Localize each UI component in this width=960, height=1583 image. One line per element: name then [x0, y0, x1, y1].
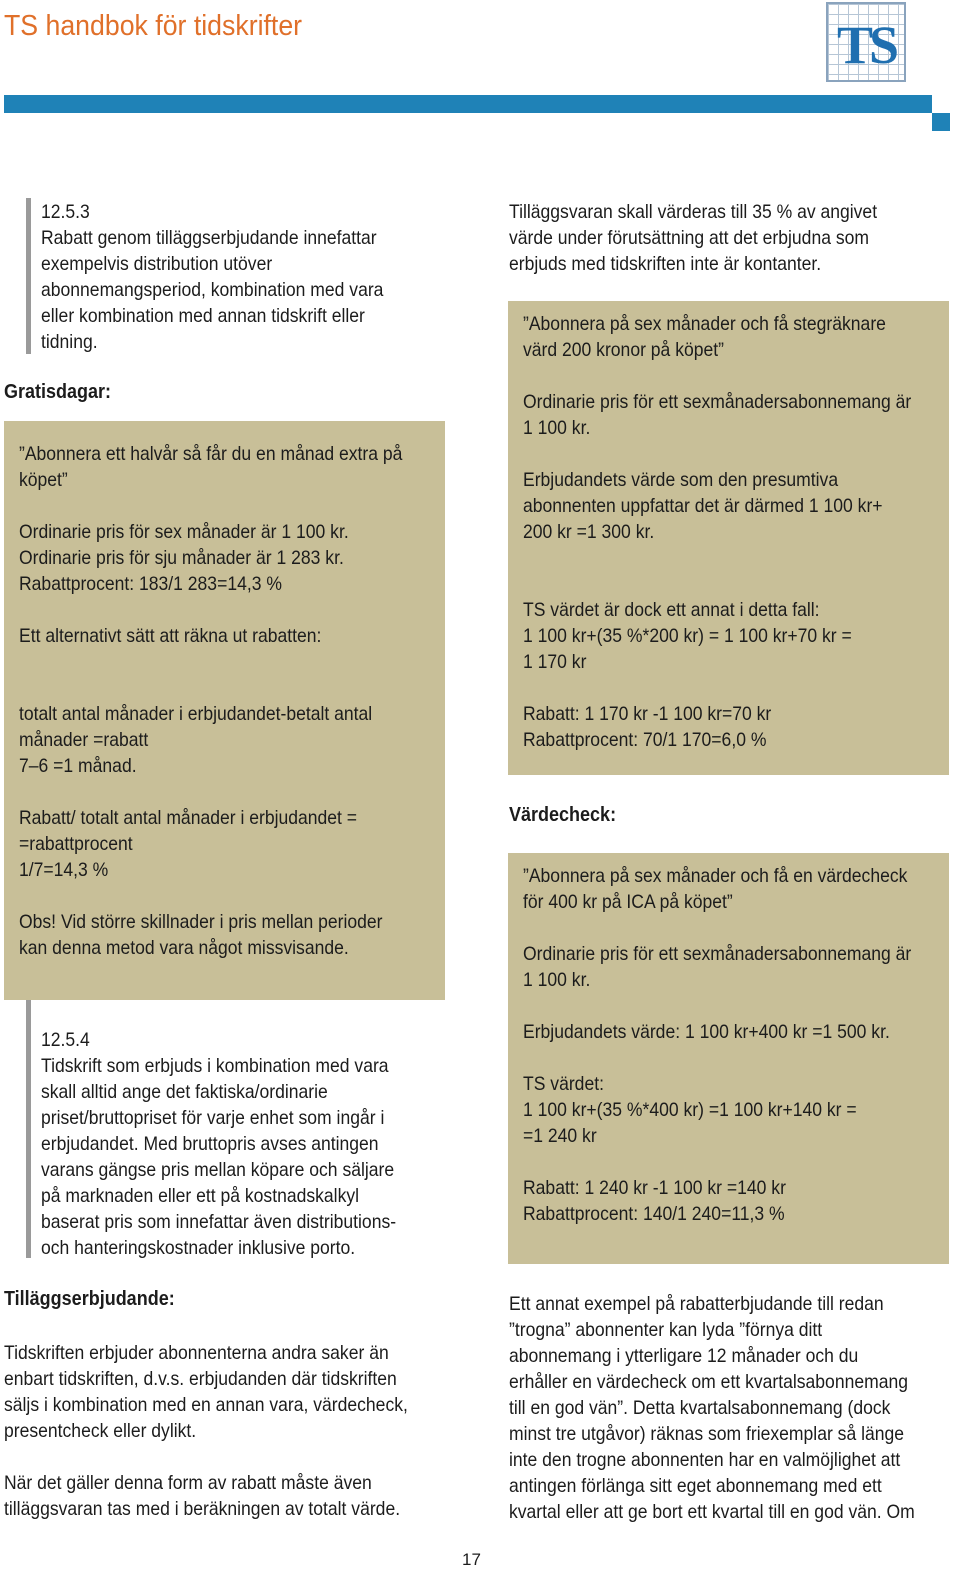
text-line: säljs i kombination med en annan vara, värdecheck, [4, 1394, 408, 1416]
text-line: värde under förutsättning att det erbjudna som [509, 227, 869, 249]
text-line: exempelvis distribution utöver [41, 253, 273, 275]
text-line: totalt antal månader i erbjudandet-betalt antal [19, 703, 373, 725]
vardecheck-example-text [523, 863, 911, 1227]
text-line: Rabatt/ totalt antal månader i erbjudandet = [19, 807, 358, 829]
text-line: Ordinarie pris för sex månader är 1 100 kr. [19, 521, 349, 543]
text-line: presentcheck eller dylikt. [4, 1420, 197, 1442]
text-line: 1 100 kr. [523, 417, 591, 439]
text-line: 1 100 kr+(35 %*200 kr) = 1 100 kr+70 kr = [523, 625, 852, 647]
text-line: Ordinarie pris för ett sexmånadersabonnemang är [523, 391, 912, 413]
text-line: erbjudandet. Med bruttopris avses antingen [41, 1133, 379, 1155]
text-line: Ett alternativt sätt att räkna ut rabatten: [19, 625, 322, 647]
text-line: Tidskrift som erbjuds i kombination med vara [41, 1055, 389, 1077]
text-line: TS värdet: [523, 1073, 604, 1095]
text-line: på marknaden eller ett på kostnadskalkyl [41, 1185, 360, 1207]
text-line: Rabatt: 1 170 kr -1 100 kr=70 kr [523, 703, 772, 725]
text-line: 1 170 kr [523, 651, 587, 673]
text-line: skall alltid ange det faktiska/ordinarie [41, 1081, 328, 1103]
text-line: 7–6 =1 månad. [19, 755, 137, 777]
text-line: abonnemangsperiod, kombination med vara [41, 279, 384, 301]
intro-text [509, 199, 877, 277]
text-line: Ordinarie pris för sju månader är 1 283 kr. [19, 547, 344, 569]
text-line: =1 240 kr [523, 1125, 597, 1147]
page-number: 17 [462, 1550, 481, 1569]
text-line: erbjuds med tidskriften inte är kontanter. [509, 253, 822, 275]
text-line: kvartal eller att ge bort ett kvartal till en god vän. Om [509, 1501, 915, 1523]
text-line: abonnenten uppfattar det är därmed 1 100 kr+ [523, 495, 883, 517]
text-line: och hanteringskostnader inklusive porto. [41, 1237, 356, 1259]
text-line: månader =rabatt [19, 729, 149, 751]
offer-line: ”Abonnera på sex månader och få en värdecheck [523, 865, 908, 887]
text-line: abonnemang i ytterligare 12 månader och du [509, 1345, 859, 1367]
text-line: baserat pris som innefattar även distributions- [41, 1211, 397, 1233]
text-line: När det gäller denna form av rabatt måste även [4, 1472, 372, 1494]
text-line: enbart tidskriften, d.v.s. erbjudanden där tidskriften [4, 1368, 397, 1390]
tillaggserbjudande-text [4, 1340, 408, 1522]
text-line: tidning. [41, 331, 98, 353]
vardecheck-heading: Värdecheck: [509, 804, 617, 826]
note-line: Obs! Vid större skillnader i pris mellan perioder [19, 911, 383, 933]
text-line: Erbjudandets värde som den presumtiva [523, 469, 839, 491]
header-bar [4, 95, 932, 113]
text-line: till en god vän”. Detta kvartalsabonnemang (dock [509, 1397, 891, 1419]
text-line: TS värdet är dock ett annat i detta fall: [523, 599, 820, 621]
document-title: TS handbok för tidskrifter [4, 10, 303, 42]
text-line: Erbjudandets värde: 1 100 kr+400 kr =1 500 kr. [523, 1021, 890, 1043]
text-line: Rabatt: 1 240 kr -1 100 kr =140 kr [523, 1177, 786, 1199]
text-line: =rabattprocent [19, 833, 133, 855]
tillaggserbjudande-heading: Tilläggserbjudande: [4, 1288, 175, 1310]
text-line: 200 kr =1 300 kr. [523, 521, 655, 543]
section-1253 [41, 199, 383, 355]
text-line: inte den trogne abonnenten har en valmöjlighet att [509, 1449, 901, 1471]
text-line: Rabatt genom tilläggserbjudande innefattar [41, 227, 377, 249]
text-line: eller kombination med annan tidskrift eller [41, 305, 365, 327]
note-line: kan denna metod vara något missvisande. [19, 937, 349, 959]
section-number: 12.5.4 [41, 1029, 90, 1051]
offer-line: för 400 kr på ICA på köpet” [523, 891, 733, 913]
offer-line: värd 200 kronor på köpet” [523, 339, 724, 361]
text-line: tilläggsvaran tas med i beräkningen av totalt värde. [4, 1498, 401, 1520]
gratisdagar-heading: Gratisdagar: [4, 381, 112, 403]
stegraknare-example-text [523, 311, 911, 753]
text-line: 1/7=14,3 % [19, 859, 109, 881]
closing-text [509, 1291, 915, 1525]
text-line: ”trogna” abonnenter kan lyda ”förnya ditt [509, 1319, 823, 1341]
text-line: varans gängse pris mellan köpare och säljare [41, 1159, 395, 1181]
text-line: Rabattprocent: 183/1 283=14,3 % [19, 573, 282, 595]
section-1254 [41, 1027, 396, 1261]
logo-text: TS [836, 15, 896, 75]
text-line: 1 100 kr. [523, 969, 591, 991]
section-1254-marker [26, 1000, 31, 1258]
text-line: Tidskriften erbjuder abonnenterna andra saker än [4, 1342, 389, 1364]
section-number: 12.5.3 [41, 201, 90, 223]
offer-line: köpet” [19, 469, 68, 491]
offer-line: ”Abonnera ett halvår så får du en månad extra på [19, 443, 403, 465]
header-bar-tail [932, 113, 950, 131]
text-line: Rabattprocent: 70/1 170=6,0 % [523, 729, 767, 751]
gratisdagar-example-text [19, 441, 402, 961]
offer-line: ”Abonnera på sex månader och få stegräknare [523, 313, 886, 335]
text-line: erhåller en värdecheck om ett kvartalsabonnemang [509, 1371, 909, 1393]
ts-logo [826, 2, 906, 82]
text-line: antingen förlänga sitt eget abonnemang med ett [509, 1475, 882, 1497]
text-line: Ordinarie pris för ett sexmånadersabonnemang är [523, 943, 912, 965]
text-line: Rabattprocent: 140/1 240=11,3 % [523, 1203, 785, 1225]
section-1253-marker [26, 198, 31, 354]
text-line: priset/bruttopriset för varje enhet som ingår i [41, 1107, 385, 1129]
text-line: Ett annat exempel på rabatterbjudande till redan [509, 1293, 884, 1315]
text-line: minst tre utgåvor) räknas som friexemplar så länge [509, 1423, 905, 1445]
text-line: Tilläggsvaran skall värderas till 35 % av angivet [509, 201, 878, 223]
text-line: 1 100 kr+(35 %*400 kr) =1 100 kr+140 kr = [523, 1099, 857, 1121]
